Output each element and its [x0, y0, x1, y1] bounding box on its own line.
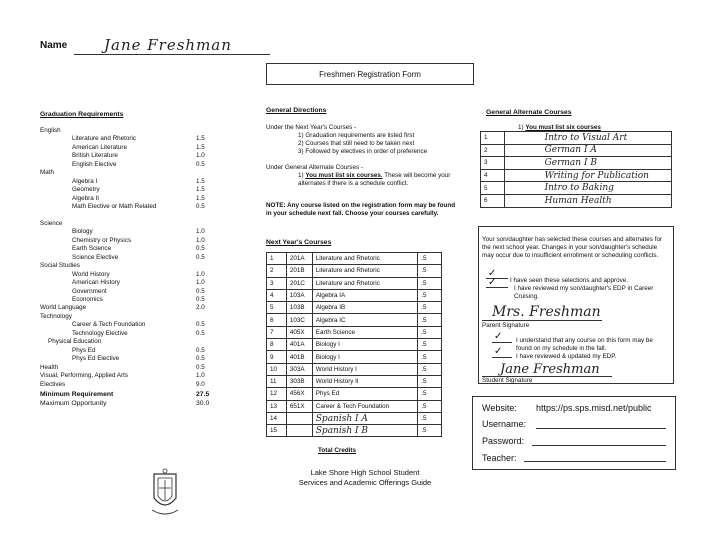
grad-row-value: 0.5: [196, 363, 205, 371]
alternate-course: Human Health: [504, 194, 671, 207]
course-course: Algebra IB: [312, 302, 417, 314]
grad-row-label: American Literature: [72, 143, 127, 151]
grad-row-value: 0.5: [196, 287, 205, 295]
alternate-num: 2: [481, 144, 505, 157]
grad-row-label: Math: [40, 169, 54, 177]
check3-text: I understand that any course on this form may be found on my schedule in the fall.: [516, 337, 653, 352]
parent-signature-line: [482, 320, 602, 321]
grad-row-value: 1.5: [196, 186, 205, 194]
checkmark-icon[interactable]: ✓: [488, 277, 497, 288]
grad-row-label: Science Elective: [72, 253, 119, 261]
course-credit: .5: [418, 400, 442, 412]
username-field[interactable]: [536, 428, 666, 429]
student-signature-value[interactable]: Jane Freshman: [500, 362, 600, 377]
next-year-intro: Under the Next Year's Courses -: [266, 124, 357, 131]
alternate-step-prefix: 1): [298, 172, 304, 179]
alternates-instruction-prefix: 1): [518, 124, 524, 131]
grad-row-label: English: [40, 127, 61, 134]
course-course: Literature and Rhetoric: [312, 277, 417, 289]
grad-row-value: 0.5: [196, 346, 205, 354]
course-code: 401B: [286, 351, 312, 363]
course-num: 3: [267, 277, 287, 289]
alternate-intro: Under General Alternate Courses -: [266, 164, 363, 171]
course-code: 303A: [286, 363, 312, 375]
grad-row-value: 1.5: [196, 177, 205, 185]
course-row[interactable]: [267, 253, 442, 265]
course-code: 456X: [286, 388, 312, 400]
grad-row-value: 9.0: [196, 380, 205, 388]
total-credits-label: Total Credits: [318, 447, 357, 454]
course-course: Biology I: [312, 339, 417, 351]
course-credit: .5: [418, 314, 442, 326]
course-course: Biology I: [312, 351, 417, 363]
course-num: 13: [267, 400, 287, 412]
grad-row-value: 0.5: [196, 245, 205, 253]
checkmark-icon[interactable]: ✓: [488, 268, 497, 279]
checkmark-icon[interactable]: ✓: [494, 331, 503, 342]
grad-row-label: Chemistry or Physics: [72, 236, 132, 244]
grad-row-label: English Elective: [72, 160, 117, 168]
grad-row-label: British Literature: [72, 152, 118, 160]
alternate-num: 4: [481, 169, 505, 182]
course-credit: .5: [418, 363, 442, 375]
course-code: 201B: [286, 265, 312, 277]
teacher-field[interactable]: [524, 461, 666, 462]
course-credit: .5: [418, 277, 442, 289]
grad-row-value: 1.0: [196, 279, 205, 287]
grad-row-value: 0.5: [196, 329, 205, 337]
course-course: Algebra IA: [312, 289, 417, 301]
grad-row-label: Geometry: [72, 186, 100, 194]
grad-row-value: 0.5: [196, 253, 205, 261]
min-requirement-label: Minimum Requirement: [40, 391, 114, 398]
grad-row-value: 0.5: [196, 355, 205, 363]
grad-row-value: 0.5: [196, 321, 205, 329]
footer-text: [280, 468, 450, 488]
course-credit: .5: [418, 375, 442, 387]
grad-row-label: Science: [40, 219, 63, 227]
school-crest-icon: [150, 468, 180, 520]
course-row[interactable]: [267, 363, 442, 375]
grad-row-value: 1.0: [196, 270, 205, 278]
grad-row-value: 2.0: [196, 304, 205, 312]
check4-line: [492, 357, 512, 358]
grad-row-value: 0.5: [196, 160, 205, 168]
course-course: Earth Science: [312, 326, 417, 338]
next-year-table: [266, 252, 442, 437]
course-code: 405X: [286, 326, 312, 338]
course-row[interactable]: [267, 425, 442, 437]
grad-row-label: Government: [72, 287, 107, 295]
course-row[interactable]: [267, 326, 442, 338]
course-credit: .5: [418, 265, 442, 277]
grad-row-value: 1.5: [196, 143, 205, 151]
course-code: 303B: [286, 375, 312, 387]
grad-row-label: Physical Education: [48, 338, 102, 346]
graduation-heading: Graduation Requirements: [40, 111, 124, 118]
alternates-heading: General Alternate Courses: [486, 109, 572, 116]
course-course: Spanish I B: [312, 425, 417, 437]
course-row[interactable]: [267, 375, 442, 387]
form-title-box: [266, 63, 474, 85]
grad-row-label: World History: [72, 270, 110, 278]
course-code: [286, 425, 312, 437]
alternates-instruction-em: You must list six courses: [525, 124, 601, 131]
course-code: 201A: [286, 253, 312, 265]
course-credit: .5: [418, 326, 442, 338]
website-value[interactable]: https://ps.sps.misd.net/public: [536, 403, 652, 413]
alternate-row[interactable]: [481, 157, 672, 170]
course-course: Career & Tech Foundation: [312, 400, 417, 412]
alternate-num: 5: [481, 182, 505, 195]
course-row[interactable]: [267, 388, 442, 400]
course-num: 12: [267, 388, 287, 400]
grad-row-label: Career & Tech Foundation: [72, 321, 146, 329]
course-num: 14: [267, 412, 287, 424]
course-course: Spanish I A: [312, 412, 417, 424]
grad-row-label: Phys Ed: [72, 346, 96, 354]
student-signature-label: Student Signature: [482, 377, 533, 384]
next-year-heading: Next Year's Courses: [266, 239, 332, 246]
username-label: Username:: [482, 419, 527, 429]
alternate-num: 1: [481, 132, 505, 145]
parent-signature-value[interactable]: Mrs. Freshman: [492, 304, 601, 320]
course-row[interactable]: [267, 339, 442, 351]
course-row[interactable]: [267, 400, 442, 412]
grad-row-label: Biology: [72, 228, 93, 236]
course-credit: .5: [418, 412, 442, 424]
next-year-step-1: 1) Graduation requirements are listed first: [298, 132, 415, 139]
footer-line-2: Services and Academic Offerings Guide: [298, 478, 432, 487]
course-num: 6: [267, 314, 287, 326]
grad-row-value: 1.0: [196, 228, 205, 236]
course-num: 9: [267, 351, 287, 363]
course-credit: .5: [418, 339, 442, 351]
password-field[interactable]: [532, 445, 666, 446]
course-course: Algebra IC: [312, 314, 417, 326]
course-credit: .5: [418, 302, 442, 314]
alternate-course: Writing for Publication: [504, 169, 671, 182]
alternate-num: 3: [481, 157, 505, 170]
course-code: [286, 412, 312, 424]
alternate-step: [298, 172, 458, 188]
grad-row-label: Phys Ed Elective: [72, 355, 120, 363]
checkmark-icon[interactable]: ✓: [494, 346, 503, 357]
grad-row-label: Electives: [40, 380, 66, 388]
course-course: Literature and Rhetoric: [312, 253, 417, 265]
grad-row-value: 0.5: [196, 203, 205, 211]
course-row[interactable]: [267, 277, 442, 289]
directions-note: NOTE: Any course listed on the registration form may be found in your schedule next fall. Choose your courses carefully.: [266, 202, 456, 217]
course-row[interactable]: [267, 289, 442, 301]
form-title: Freshmen Registration Form: [319, 70, 421, 79]
course-num: 11: [267, 375, 287, 387]
directions-heading: General Directions: [266, 107, 327, 114]
course-credit: .5: [418, 351, 442, 363]
grad-row-value: 1.5: [196, 135, 205, 143]
course-credit: .5: [418, 425, 442, 437]
check1-text: I have seen these selections and approve.: [510, 277, 628, 284]
course-num: 15: [267, 425, 287, 437]
course-code: 401A: [286, 339, 312, 351]
grad-row-label: Math Elective or Math Related: [72, 203, 157, 211]
grad-row-label: Earth Science: [72, 245, 112, 253]
check4-text: I have reviewed & updated my EDP.: [516, 353, 617, 360]
grad-row-value: 1.0: [196, 372, 205, 380]
next-year-step-3: 3) Followed by electives in order of preference: [298, 148, 428, 155]
max-opportunity-label: Maximum Opportunity: [40, 400, 107, 407]
alternate-course: German I A: [504, 144, 671, 157]
grad-row-value: 0.5: [196, 296, 205, 303]
grad-row-label: Literature and Rhetoric: [72, 135, 137, 143]
min-requirement-value: 27.5: [196, 391, 210, 398]
course-num: 7: [267, 326, 287, 338]
next-year-step-2: 2) Courses that still need to be taken next: [298, 140, 415, 147]
course-row[interactable]: [267, 412, 442, 424]
max-opportunity-value: 30.0: [196, 400, 210, 407]
course-num: 2: [267, 265, 287, 277]
alternate-row[interactable]: [481, 194, 672, 207]
course-code: 103A: [286, 289, 312, 301]
alternate-step-em: You must list six courses.: [305, 172, 383, 179]
alternate-course: Intro to Visual Art: [504, 132, 671, 145]
grad-row-label: Social Studies: [40, 262, 80, 270]
grad-row-label: Technology Elective: [72, 329, 128, 337]
course-num: 1: [267, 253, 287, 265]
name-label: Name: [40, 40, 68, 51]
course-credit: .5: [418, 289, 442, 301]
alternate-course: Intro to Baking: [504, 182, 671, 195]
alternate-row[interactable]: [481, 144, 672, 157]
check3-line: [492, 342, 512, 343]
name-line: [74, 54, 270, 55]
password-label: Password:: [482, 436, 525, 446]
alternate-row[interactable]: [481, 182, 672, 195]
course-course: World History I: [312, 363, 417, 375]
grad-row-label: World Language: [40, 304, 87, 312]
grad-row-value: 1.5: [196, 194, 205, 202]
grad-row-label: Visual, Performing, Applied Arts: [40, 372, 129, 380]
alternate-row[interactable]: [481, 169, 672, 182]
course-row[interactable]: [267, 351, 442, 363]
course-code: 201C: [286, 277, 312, 289]
footer-line-1: Lake Shore High School Student: [310, 468, 420, 477]
name-value[interactable]: Jane Freshman: [104, 36, 232, 54]
course-course: World History II: [312, 375, 417, 387]
course-code: 651X: [286, 400, 312, 412]
course-code: 103B: [286, 302, 312, 314]
course-credit: .5: [418, 253, 442, 265]
course-row[interactable]: [267, 314, 442, 326]
course-code: 103C: [286, 314, 312, 326]
course-row[interactable]: [267, 302, 442, 314]
check2-text: I have reviewed my son/daughter's EDP in Career Cruising.: [514, 285, 654, 300]
grad-row-label: Algebra II: [72, 194, 99, 202]
course-num: 5: [267, 302, 287, 314]
alternate-row[interactable]: [481, 132, 672, 145]
grad-row-label: American History: [72, 279, 120, 287]
alternate-course: German I B: [504, 157, 671, 170]
course-row[interactable]: [267, 265, 442, 277]
grad-row-label: Economics: [72, 296, 103, 303]
course-course: Literature and Rhetoric: [312, 265, 417, 277]
course-num: 10: [267, 363, 287, 375]
parent-signature-label: Parent Signature: [482, 322, 530, 329]
parent-box-text: Your son/daughter has selected these courses and alternates for the next school year. Changes in your son/daughter's schedule may occur due to insufficient enrollment or scheduling conflicts.: [482, 236, 663, 259]
alternate-num: 6: [481, 194, 505, 207]
grad-row-value: 1.0: [196, 236, 205, 244]
grad-row-value: 1.0: [196, 152, 205, 160]
grad-row-label: Algebra I: [72, 177, 98, 185]
teacher-label: Teacher:: [482, 453, 517, 463]
course-num: 8: [267, 339, 287, 351]
grad-row-label: Health: [40, 363, 59, 371]
alternate-step-rest: These will become your alternates if there is a schedule conflict.: [298, 172, 451, 187]
course-course: Phys Ed: [312, 388, 417, 400]
website-label: Website:: [482, 403, 517, 413]
course-credit: .5: [418, 388, 442, 400]
course-num: 4: [267, 289, 287, 301]
alternates-table: [480, 131, 672, 208]
grad-row-label: Technology: [40, 312, 72, 320]
